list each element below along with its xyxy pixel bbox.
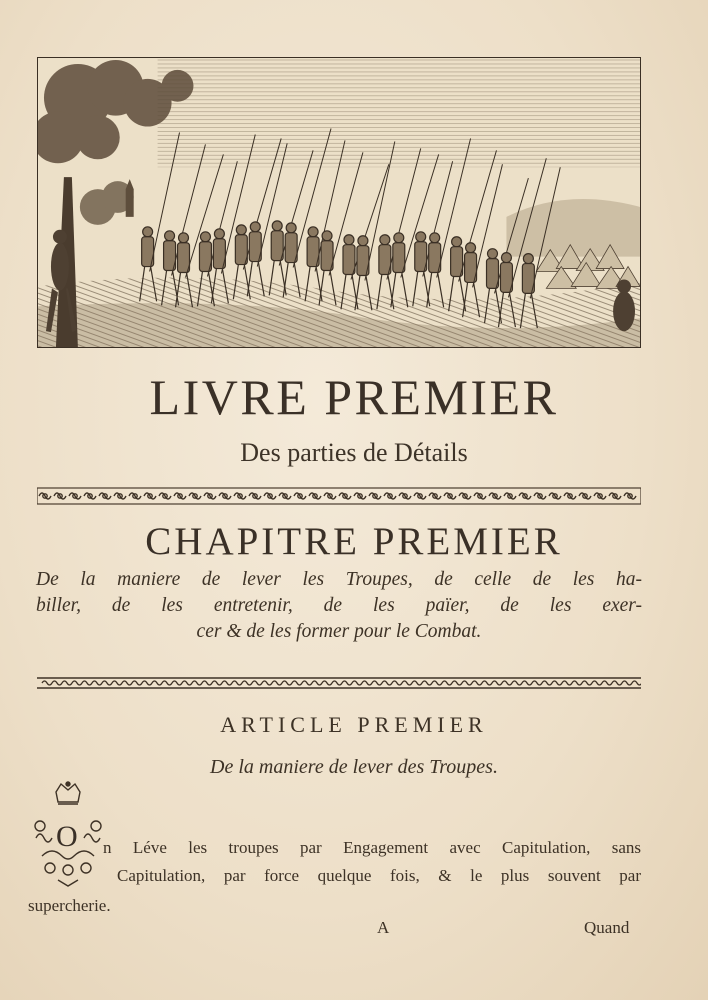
body-text-line: supercherie. — [28, 896, 111, 915]
signature-mark: A — [377, 918, 390, 937]
chapter-summary-line: biller, de les entretenir, de les païer, de les exer- — [36, 595, 642, 616]
body-text-line: Capitulation, par force quelque fois, & le plus souvent par — [117, 866, 641, 885]
catchword: Quand — [584, 918, 630, 937]
ornamental-band-bottom — [37, 675, 641, 691]
chapter-summary-line: cer & de les former pour le Combat. — [196, 621, 482, 642]
headpiece-engraving — [37, 57, 641, 348]
book-subtitle: Des parties de Détails — [240, 438, 468, 467]
chapter-summary — [36, 567, 642, 645]
body-text-line: n Léve les troupes par Engagement avec Capitulation, sans — [103, 838, 641, 857]
ornamental-band-top — [37, 487, 641, 505]
drop-cap: O — [56, 820, 78, 853]
article-title: ARTICLE PREMIER — [220, 712, 488, 737]
chapter-title: CHAPITRE PREMIER — [145, 520, 563, 563]
chapter-summary-line: De la maniere de lever les Troupes, de celle de les ha- — [36, 569, 642, 590]
book-title: LIVRE PREMIER — [149, 369, 559, 425]
article-subtitle: De la maniere de lever des Troupes. — [210, 756, 498, 778]
